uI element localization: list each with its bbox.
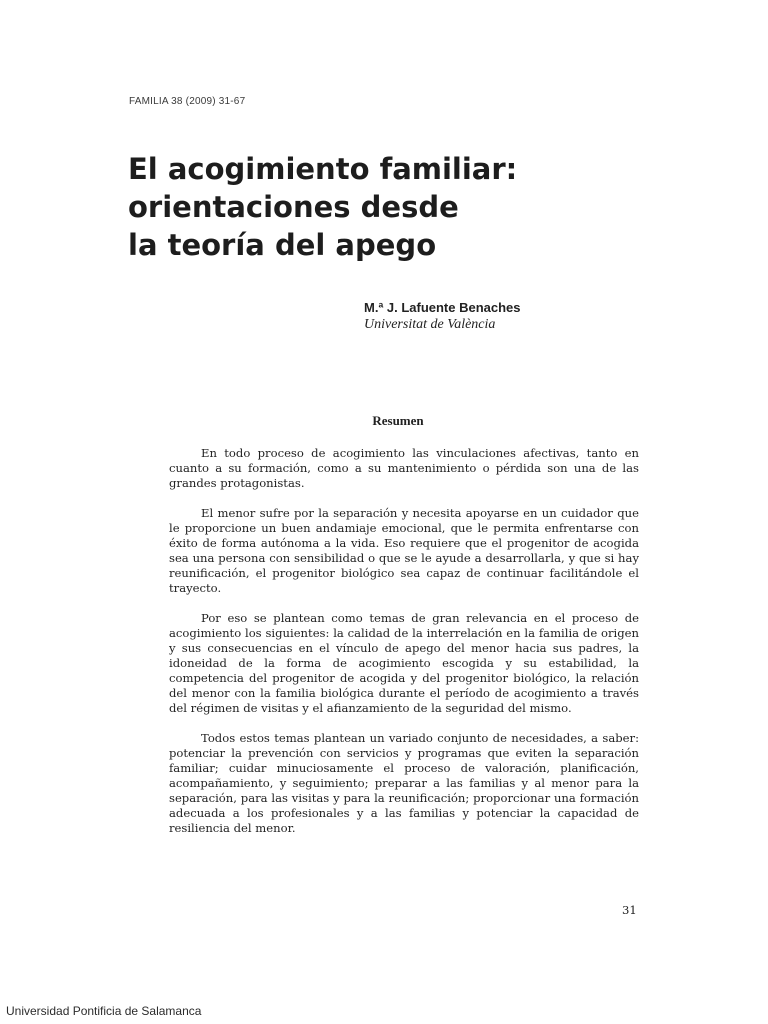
footer-institution: Universidad Pontificia de Salamanca: [6, 1004, 202, 1018]
article-title-line-1: El acogimiento familiar:: [128, 152, 518, 186]
author-name: M.ª J. Lafuente Benaches: [364, 300, 521, 315]
page-number: 31: [622, 903, 637, 917]
journal-reference: FAMILIA 38 (2009) 31-67: [129, 96, 246, 107]
abstract-paragraph-1: En todo proceso de acogimiento las vinculaciones afectivas, tanto en cuanto a su formación, como a su mantenimiento o pérdida son una de las grandes protagonistas.: [169, 446, 639, 490]
abstract-paragraph-4: Todos estos temas plantean un variado conjunto de necesidades, a saber: potenciar la prevención con servicios y programas que eviten la separación familiar; cuidar minuciosamente el proceso de valoración, planificación, acompañamiento, y seguimiento; preparar a las familias y al menor para la separación, para las visitas y para la reunificación; proporcionar una formación adecuada a los profesionales y a las familias y potenciar la capacidad de resiliencia del menor.: [169, 731, 639, 835]
article-title-line-2: orientaciones desde: [128, 190, 459, 224]
article-title: [128, 150, 517, 264]
article-title-line-3: la teoría del apego: [128, 228, 437, 262]
author-block: [364, 299, 521, 334]
abstract-heading: Resumen: [372, 413, 424, 428]
author-affiliation: Universitat de València: [364, 317, 496, 332]
abstract-paragraph-2: El menor sufre por la separación y necesita apoyarse en un cuidador que le proporcione un buen andamiaje emocional, que le permita enfrentarse con éxito de forma autónoma a la vida. Eso requiere que el progenitor de acogida sea una persona con sensibilidad o que se le ayude a desarrollarla, y que si hay reunificación, el progenitor biológico sea capaz de continuar facilitándole el trayecto.: [169, 506, 639, 595]
abstract-paragraph-3: Por eso se plantean como temas de gran relevancia en el proceso de acogimiento los siguientes: la calidad de la interrelación en la familia de origen y sus consecuencias en el vínculo de apego del menor hacia sus padres, la idoneidad de la forma de acogimiento escogida y su estabilidad, la competencia del progenitor de acogida y del progenitor biológico, la relación del menor con la familia biológica durante el período de acogimiento a través del régimen de visitas y el afianzamiento de la seguridad del mismo.: [169, 611, 639, 715]
abstract-body: [169, 446, 639, 851]
